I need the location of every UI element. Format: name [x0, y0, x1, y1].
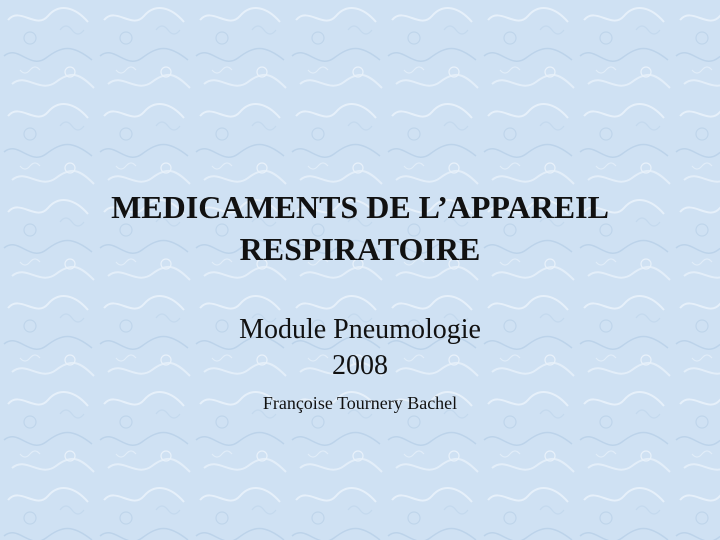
title-line-2: RESPIRATOIRE: [239, 231, 481, 267]
author-name: Françoise Tournery Bachel: [262, 393, 458, 413]
subtitle-year: 2008: [332, 350, 388, 381]
slide-subtitle: [60, 312, 660, 416]
slide-title: [40, 186, 680, 270]
title-line-1: MEDICAMENTS DE L’APPAREIL: [111, 189, 609, 225]
subtitle-module: Module Pneumologie: [239, 314, 481, 345]
